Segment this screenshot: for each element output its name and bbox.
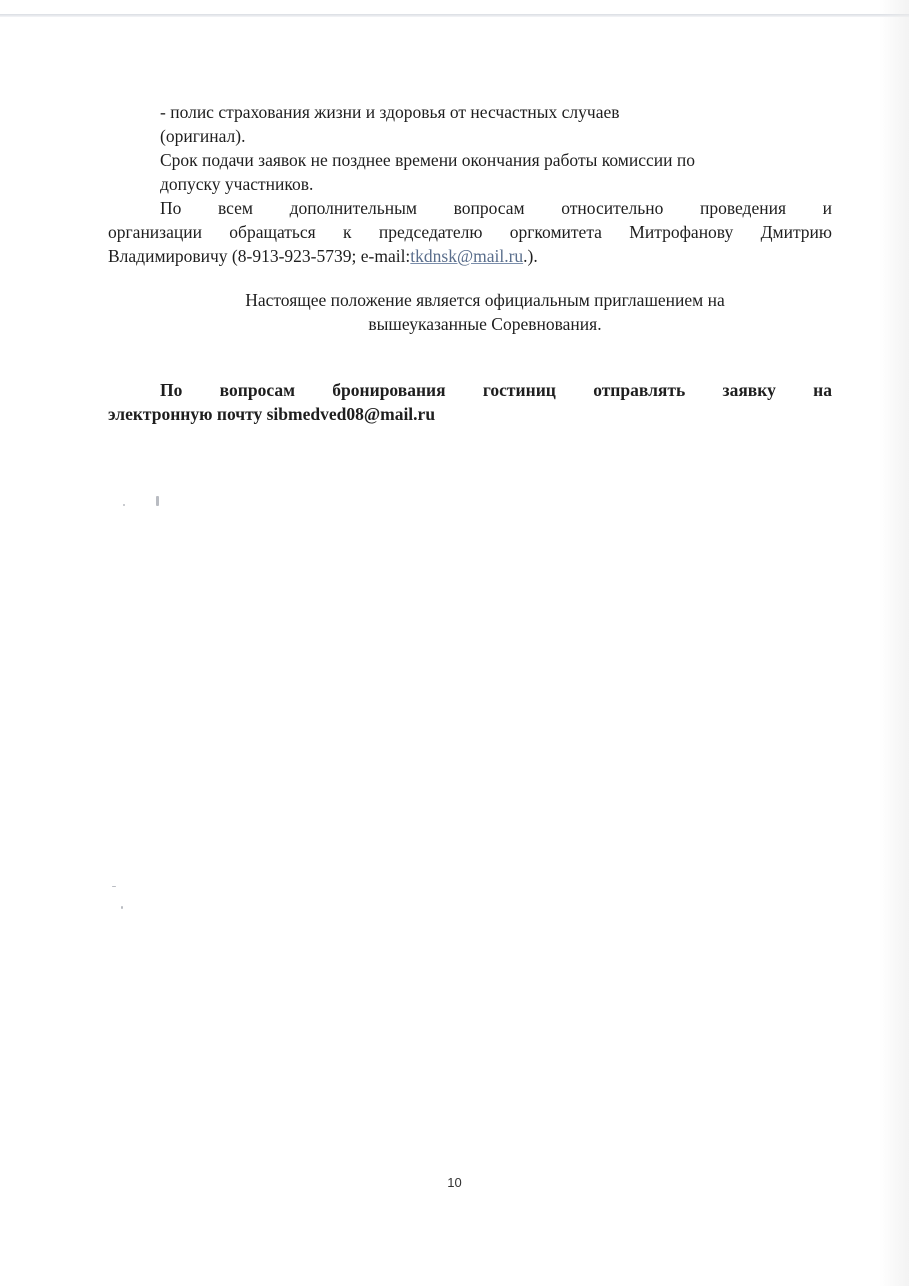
scan-top-edge — [0, 14, 909, 17]
body-line: (оригинал). — [160, 126, 246, 146]
email-link[interactable]: tkdnsk@mail.ru — [410, 246, 524, 266]
scan-speck — [156, 496, 159, 506]
scan-right-shadow — [879, 0, 909, 1286]
body-line: допуску участников. — [160, 174, 314, 194]
body-line: По всем дополнительным вопросам относительно проведения и — [160, 198, 832, 218]
scan-speck — [112, 886, 116, 887]
invitation-line: Настоящее положение является официальным приглашением на — [245, 290, 725, 310]
scan-speck — [121, 906, 123, 909]
scan-speck — [123, 504, 125, 506]
hotel-notice-line: электронную почту sibmedved08@mail.ru — [108, 404, 436, 424]
body-line: Срок подачи заявок не позднее времени окончания работы комиссии по — [160, 150, 695, 170]
page-number: 10 — [447, 1175, 462, 1190]
invitation-line: вышеуказанные Соревнования. — [368, 314, 602, 334]
body-line: - полис страхования жизни и здоровья от несчастных случаев — [160, 102, 620, 122]
contact-prefix: Владимировичу (8-913-923-5739; e-mail: — [108, 246, 411, 266]
document-page — [108, 100, 832, 426]
body-line: организации обращаться к председателю оргкомитета Митрофанову Дмитрию — [108, 222, 832, 242]
contact-line — [108, 244, 832, 268]
contact-suffix: .). — [523, 246, 538, 266]
hotel-notice-line: По вопросам бронирования гостиниц отправлять заявку на — [160, 380, 832, 400]
